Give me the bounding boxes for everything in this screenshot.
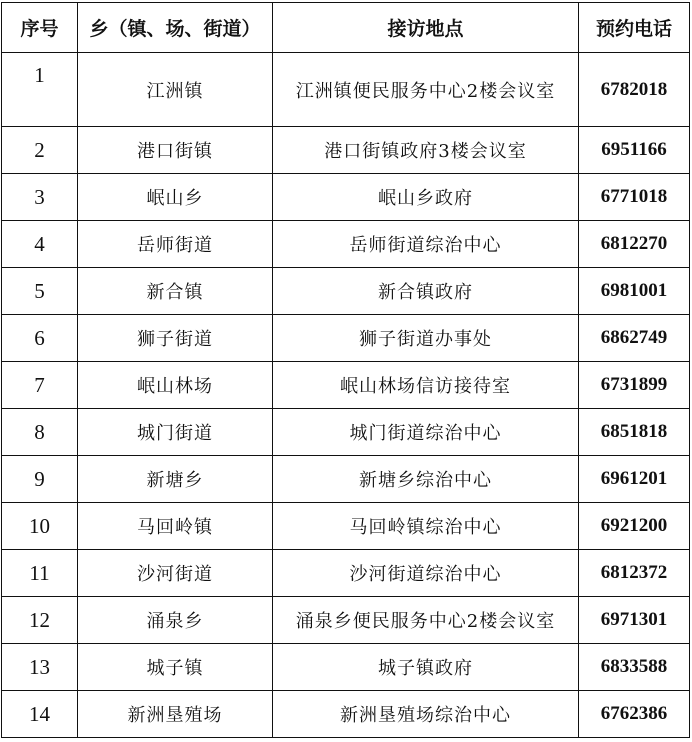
row-phone: 6812372: [579, 550, 690, 597]
table-row: [2, 221, 690, 268]
row-town: 马回岭镇: [78, 503, 273, 550]
row-phone: 6731899: [579, 362, 690, 409]
row-phone: 6862749: [579, 315, 690, 362]
table-row: [2, 550, 690, 597]
row-place: 城子镇政府: [273, 644, 579, 691]
row-town: 沙河街道: [78, 550, 273, 597]
row-index: 5: [2, 268, 78, 315]
row-index: 8: [2, 409, 78, 456]
row-phone: 6771018: [579, 174, 690, 221]
row-index: 14: [2, 691, 78, 738]
row-place: 新合镇政府: [273, 268, 579, 315]
row-place: 新洲垦殖场综治中心: [273, 691, 579, 738]
table-row: [2, 53, 690, 127]
row-place: 岷山林场信访接待室: [273, 362, 579, 409]
row-town: 涌泉乡: [78, 597, 273, 644]
row-town: 岷山乡: [78, 174, 273, 221]
row-place: 狮子街道办事处: [273, 315, 579, 362]
row-place: 岳师街道综治中心: [273, 221, 579, 268]
table-row: [2, 174, 690, 221]
header-place: 接访地点: [273, 3, 579, 53]
row-index: 2: [2, 127, 78, 174]
header-index: 序号: [2, 3, 78, 53]
row-phone: 6981001: [579, 268, 690, 315]
row-phone: 6961201: [579, 456, 690, 503]
header-town: 乡（镇、场、街道）: [78, 3, 273, 53]
row-place: 新塘乡综治中心: [273, 456, 579, 503]
row-phone: 6833588: [579, 644, 690, 691]
row-town: 新洲垦殖场: [78, 691, 273, 738]
row-town: 岷山林场: [78, 362, 273, 409]
row-town: 狮子街道: [78, 315, 273, 362]
table-row: [2, 362, 690, 409]
row-phone: 6762386: [579, 691, 690, 738]
table-row: [2, 456, 690, 503]
header-phone: 预约电话: [579, 3, 690, 53]
table-row: [2, 268, 690, 315]
row-place: 涌泉乡便民服务中心2楼会议室: [273, 597, 579, 644]
table-row: [2, 691, 690, 738]
row-town: 城门街道: [78, 409, 273, 456]
table-row: [2, 409, 690, 456]
row-index: 12: [2, 597, 78, 644]
row-index: 7: [2, 362, 78, 409]
row-place: 江洲镇便民服务中心2楼会议室: [273, 53, 579, 127]
reception-table: [1, 2, 690, 738]
row-index: 6: [2, 315, 78, 362]
table-row: [2, 503, 690, 550]
row-place: 岷山乡政府: [273, 174, 579, 221]
row-phone: 6971301: [579, 597, 690, 644]
row-index: 3: [2, 174, 78, 221]
row-town: 港口街镇: [78, 127, 273, 174]
row-index: 10: [2, 503, 78, 550]
row-phone: 6782018: [579, 53, 690, 127]
row-index: 4: [2, 221, 78, 268]
table-row: [2, 127, 690, 174]
row-place: 城门街道综治中心: [273, 409, 579, 456]
row-index: 9: [2, 456, 78, 503]
row-phone: 6951166: [579, 127, 690, 174]
row-place: 马回岭镇综治中心: [273, 503, 579, 550]
row-phone: 6812270: [579, 221, 690, 268]
table-row: [2, 644, 690, 691]
row-place: 沙河街道综治中心: [273, 550, 579, 597]
row-town: 新塘乡: [78, 456, 273, 503]
row-town: 岳师街道: [78, 221, 273, 268]
reception-schedule-sheet: [1, 2, 689, 738]
table-header-row: [2, 3, 690, 53]
row-town: 新合镇: [78, 268, 273, 315]
row-index: 13: [2, 644, 78, 691]
row-phone: 6921200: [579, 503, 690, 550]
row-town: 城子镇: [78, 644, 273, 691]
row-place: 港口街镇政府3楼会议室: [273, 127, 579, 174]
table-row: [2, 315, 690, 362]
row-town: 江洲镇: [78, 53, 273, 127]
row-index: 1: [2, 53, 78, 127]
row-phone: 6851818: [579, 409, 690, 456]
table-row: [2, 597, 690, 644]
row-index: 11: [2, 550, 78, 597]
